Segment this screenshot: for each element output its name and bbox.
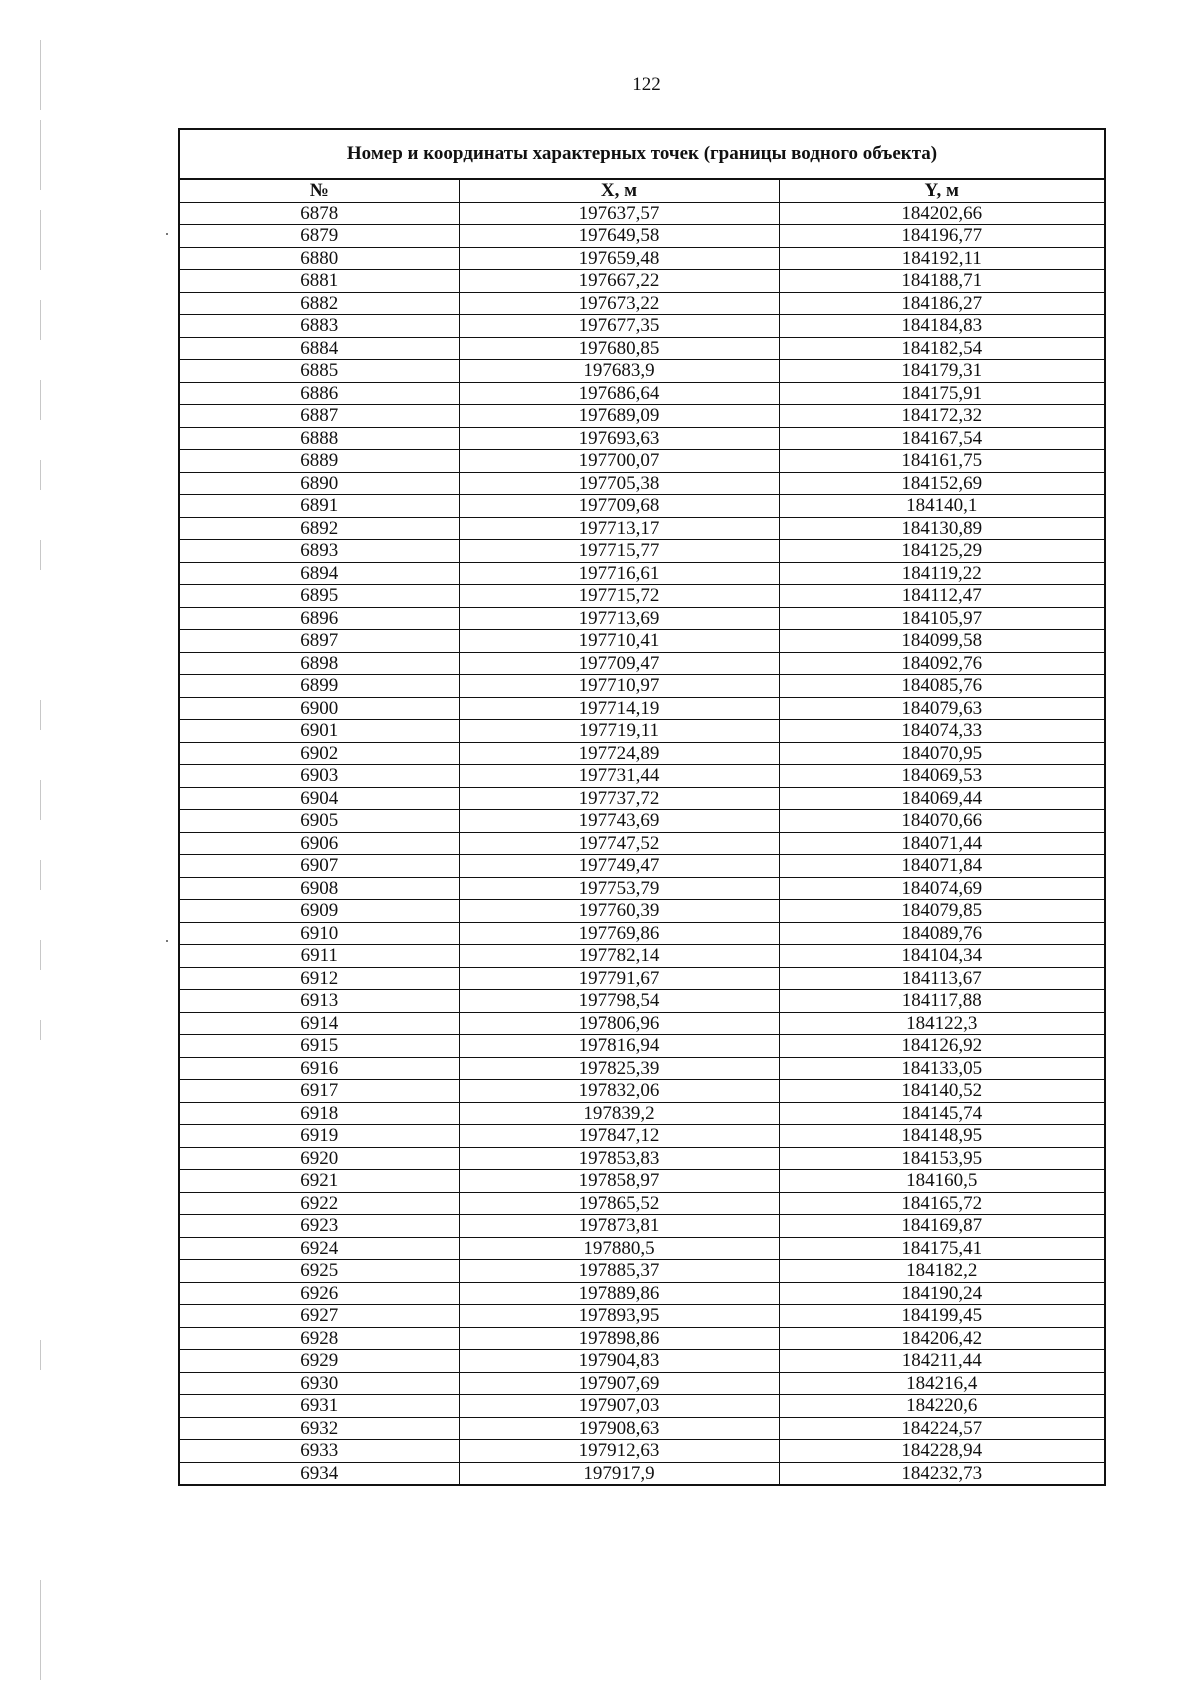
table-row — [179, 877, 1105, 900]
cell-number: 6934 — [179, 1462, 459, 1485]
cell-y: 184232,73 — [779, 1462, 1105, 1485]
cell-y: 184161,75 — [779, 450, 1105, 473]
cell-y: 184117,88 — [779, 990, 1105, 1013]
cell-y: 184092,76 — [779, 652, 1105, 675]
table-row — [179, 1147, 1105, 1170]
cell-number: 6926 — [179, 1282, 459, 1305]
cell-number: 6882 — [179, 292, 459, 315]
cell-number: 6929 — [179, 1350, 459, 1373]
cell-y: 184089,76 — [779, 922, 1105, 945]
cell-x: 197885,37 — [459, 1260, 779, 1283]
table-row — [179, 1417, 1105, 1440]
cell-x: 197659,48 — [459, 247, 779, 270]
table-row — [179, 742, 1105, 765]
cell-number: 6915 — [179, 1035, 459, 1058]
coordinates-table — [178, 128, 1106, 1486]
scan-artifact-line — [40, 300, 41, 340]
cell-x: 197769,86 — [459, 922, 779, 945]
table-row — [179, 832, 1105, 855]
cell-number: 6932 — [179, 1417, 459, 1440]
cell-y: 184074,69 — [779, 877, 1105, 900]
cell-number: 6880 — [179, 247, 459, 270]
cell-y: 184228,94 — [779, 1440, 1105, 1463]
cell-x: 197667,22 — [459, 270, 779, 293]
table-row — [179, 787, 1105, 810]
cell-number: 6897 — [179, 630, 459, 653]
table-row — [179, 540, 1105, 563]
cell-x: 197714,19 — [459, 697, 779, 720]
cell-x: 197700,07 — [459, 450, 779, 473]
cell-number: 6878 — [179, 202, 459, 225]
cell-y: 184099,58 — [779, 630, 1105, 653]
table-row — [179, 1327, 1105, 1350]
cell-x: 197715,72 — [459, 585, 779, 608]
scan-artifact-line — [40, 1020, 41, 1040]
cell-number: 6905 — [179, 810, 459, 833]
cell-y: 184179,31 — [779, 360, 1105, 383]
table-row — [179, 1372, 1105, 1395]
cell-y: 184140,1 — [779, 495, 1105, 518]
cell-number: 6916 — [179, 1057, 459, 1080]
cell-y: 184165,72 — [779, 1192, 1105, 1215]
cell-x: 197743,69 — [459, 810, 779, 833]
table-row — [179, 517, 1105, 540]
table-caption: Номер и координаты характерных точек (границы водного объекта) — [179, 129, 1105, 179]
cell-number: 6925 — [179, 1260, 459, 1283]
table-row — [179, 697, 1105, 720]
cell-number: 6918 — [179, 1102, 459, 1125]
table-row — [179, 292, 1105, 315]
cell-y: 184122,3 — [779, 1012, 1105, 1035]
cell-x: 197873,81 — [459, 1215, 779, 1238]
table-row — [179, 472, 1105, 495]
cell-number: 6890 — [179, 472, 459, 495]
cell-x: 197880,5 — [459, 1237, 779, 1260]
cell-x: 197713,17 — [459, 517, 779, 540]
cell-y: 184105,97 — [779, 607, 1105, 630]
cell-x: 197719,11 — [459, 720, 779, 743]
cell-y: 184070,66 — [779, 810, 1105, 833]
cell-y: 184112,47 — [779, 585, 1105, 608]
cell-x: 197713,69 — [459, 607, 779, 630]
cell-number: 6888 — [179, 427, 459, 450]
cell-x: 197709,47 — [459, 652, 779, 675]
scan-speck — [166, 940, 168, 942]
cell-number: 6896 — [179, 607, 459, 630]
cell-x: 197782,14 — [459, 945, 779, 968]
cell-number: 6917 — [179, 1080, 459, 1103]
cell-number: 6900 — [179, 697, 459, 720]
table-row — [179, 270, 1105, 293]
cell-number: 6889 — [179, 450, 459, 473]
table-row — [179, 1395, 1105, 1418]
cell-x: 197705,38 — [459, 472, 779, 495]
cell-x: 197825,39 — [459, 1057, 779, 1080]
cell-y: 184145,74 — [779, 1102, 1105, 1125]
column-header-y: Y, м — [779, 179, 1105, 202]
table-row — [179, 1215, 1105, 1238]
table-row — [179, 315, 1105, 338]
cell-y: 184133,05 — [779, 1057, 1105, 1080]
cell-y: 184071,84 — [779, 855, 1105, 878]
table-row — [179, 1440, 1105, 1463]
table-row — [179, 1462, 1105, 1485]
cell-y: 184169,87 — [779, 1215, 1105, 1238]
cell-y: 184125,29 — [779, 540, 1105, 563]
cell-number: 6895 — [179, 585, 459, 608]
cell-number: 6923 — [179, 1215, 459, 1238]
table-row — [179, 945, 1105, 968]
table-row — [179, 225, 1105, 248]
cell-number: 6893 — [179, 540, 459, 563]
table-row — [179, 1035, 1105, 1058]
cell-x: 197847,12 — [459, 1125, 779, 1148]
cell-y: 184192,11 — [779, 247, 1105, 270]
cell-number: 6887 — [179, 405, 459, 428]
cell-number: 6892 — [179, 517, 459, 540]
table-row — [179, 630, 1105, 653]
column-header-x: X, м — [459, 179, 779, 202]
cell-x: 197907,69 — [459, 1372, 779, 1395]
cell-y: 184069,44 — [779, 787, 1105, 810]
cell-number: 6930 — [179, 1372, 459, 1395]
cell-x: 197753,79 — [459, 877, 779, 900]
cell-number: 6881 — [179, 270, 459, 293]
cell-number: 6899 — [179, 675, 459, 698]
table-row — [179, 337, 1105, 360]
table-row — [179, 1170, 1105, 1193]
cell-y: 184188,71 — [779, 270, 1105, 293]
cell-x: 197858,97 — [459, 1170, 779, 1193]
page-number: 122 — [632, 74, 661, 95]
cell-x: 197893,95 — [459, 1305, 779, 1328]
cell-x: 197709,68 — [459, 495, 779, 518]
cell-number: 6927 — [179, 1305, 459, 1328]
cell-y: 184175,41 — [779, 1237, 1105, 1260]
column-header-number: № — [179, 179, 459, 202]
cell-x: 197912,63 — [459, 1440, 779, 1463]
cell-y: 184119,22 — [779, 562, 1105, 585]
scan-artifact-line — [40, 210, 41, 270]
cell-number: 6884 — [179, 337, 459, 360]
table-row — [179, 1080, 1105, 1103]
table-row — [179, 675, 1105, 698]
table-row — [179, 405, 1105, 428]
scan-speck — [166, 233, 168, 235]
cell-x: 197749,47 — [459, 855, 779, 878]
cell-number: 6904 — [179, 787, 459, 810]
table-row — [179, 652, 1105, 675]
table-row — [179, 900, 1105, 923]
table-row — [179, 585, 1105, 608]
cell-x: 197832,06 — [459, 1080, 779, 1103]
cell-x: 197710,41 — [459, 630, 779, 653]
cell-x: 197637,57 — [459, 202, 779, 225]
cell-y: 184126,92 — [779, 1035, 1105, 1058]
table-row — [179, 922, 1105, 945]
cell-x: 197839,2 — [459, 1102, 779, 1125]
table-row — [179, 1237, 1105, 1260]
cell-x: 197816,94 — [459, 1035, 779, 1058]
cell-number: 6886 — [179, 382, 459, 405]
cell-x: 197680,85 — [459, 337, 779, 360]
cell-number: 6919 — [179, 1125, 459, 1148]
table-row — [179, 990, 1105, 1013]
cell-y: 184070,95 — [779, 742, 1105, 765]
scan-artifact-line — [40, 380, 41, 420]
cell-y: 184190,24 — [779, 1282, 1105, 1305]
cell-x: 197917,9 — [459, 1462, 779, 1485]
cell-number: 6906 — [179, 832, 459, 855]
cell-x: 197898,86 — [459, 1327, 779, 1350]
cell-number: 6903 — [179, 765, 459, 788]
cell-number: 6931 — [179, 1395, 459, 1418]
cell-y: 184153,95 — [779, 1147, 1105, 1170]
table-row — [179, 495, 1105, 518]
cell-x: 197737,72 — [459, 787, 779, 810]
cell-y: 184152,69 — [779, 472, 1105, 495]
coordinates-table-container — [178, 128, 1104, 1486]
cell-x: 197693,63 — [459, 427, 779, 450]
table-row — [179, 202, 1105, 225]
cell-number: 6921 — [179, 1170, 459, 1193]
cell-x: 197747,52 — [459, 832, 779, 855]
cell-x: 197649,58 — [459, 225, 779, 248]
cell-x: 197853,83 — [459, 1147, 779, 1170]
scan-artifact-line — [40, 1580, 41, 1680]
cell-x: 197908,63 — [459, 1417, 779, 1440]
cell-number: 6902 — [179, 742, 459, 765]
scan-artifact-line — [40, 860, 41, 890]
table-header-row — [179, 179, 1105, 202]
cell-x: 197683,9 — [459, 360, 779, 383]
cell-y: 184172,32 — [779, 405, 1105, 428]
table-row — [179, 1260, 1105, 1283]
table-row — [179, 607, 1105, 630]
cell-y: 184216,4 — [779, 1372, 1105, 1395]
cell-x: 197889,86 — [459, 1282, 779, 1305]
table-row — [179, 1057, 1105, 1080]
cell-y: 184206,42 — [779, 1327, 1105, 1350]
cell-number: 6914 — [179, 1012, 459, 1035]
table-row — [179, 1102, 1105, 1125]
table-row — [179, 1125, 1105, 1148]
cell-x: 197791,67 — [459, 967, 779, 990]
cell-y: 184085,76 — [779, 675, 1105, 698]
cell-x: 197760,39 — [459, 900, 779, 923]
cell-y: 184130,89 — [779, 517, 1105, 540]
cell-number: 6891 — [179, 495, 459, 518]
scan-artifact-line — [40, 1340, 41, 1370]
cell-number: 6912 — [179, 967, 459, 990]
table-row — [179, 1305, 1105, 1328]
cell-y: 184148,95 — [779, 1125, 1105, 1148]
table-row — [179, 360, 1105, 383]
cell-x: 197677,35 — [459, 315, 779, 338]
cell-number: 6920 — [179, 1147, 459, 1170]
cell-y: 184184,83 — [779, 315, 1105, 338]
table-row — [179, 720, 1105, 743]
cell-y: 184113,67 — [779, 967, 1105, 990]
table-row — [179, 427, 1105, 450]
table-row — [179, 382, 1105, 405]
cell-y: 184069,53 — [779, 765, 1105, 788]
cell-number: 6911 — [179, 945, 459, 968]
scan-artifact-line — [40, 780, 41, 820]
cell-y: 184071,44 — [779, 832, 1105, 855]
cell-y: 184182,2 — [779, 1260, 1105, 1283]
cell-number: 6909 — [179, 900, 459, 923]
cell-x: 197724,89 — [459, 742, 779, 765]
cell-y: 184074,33 — [779, 720, 1105, 743]
cell-number: 6894 — [179, 562, 459, 585]
cell-x: 197904,83 — [459, 1350, 779, 1373]
cell-number: 6928 — [179, 1327, 459, 1350]
cell-y: 184175,91 — [779, 382, 1105, 405]
table-row — [179, 810, 1105, 833]
cell-y: 184186,27 — [779, 292, 1105, 315]
cell-x: 197689,09 — [459, 405, 779, 428]
cell-x: 197673,22 — [459, 292, 779, 315]
cell-y: 184220,6 — [779, 1395, 1105, 1418]
table-row — [179, 247, 1105, 270]
cell-x: 197798,54 — [459, 990, 779, 1013]
cell-x: 197865,52 — [459, 1192, 779, 1215]
scan-artifact-line — [40, 940, 41, 970]
cell-number: 6910 — [179, 922, 459, 945]
cell-y: 184211,44 — [779, 1350, 1105, 1373]
cell-x: 197710,97 — [459, 675, 779, 698]
table-row — [179, 1282, 1105, 1305]
cell-y: 184224,57 — [779, 1417, 1105, 1440]
table-row — [179, 562, 1105, 585]
cell-x: 197907,03 — [459, 1395, 779, 1418]
cell-y: 184199,45 — [779, 1305, 1105, 1328]
cell-y: 184079,85 — [779, 900, 1105, 923]
cell-x: 197686,64 — [459, 382, 779, 405]
table-row — [179, 1192, 1105, 1215]
cell-number: 6885 — [179, 360, 459, 383]
cell-y: 184182,54 — [779, 337, 1105, 360]
cell-y: 184167,54 — [779, 427, 1105, 450]
cell-y: 184160,5 — [779, 1170, 1105, 1193]
table-row — [179, 855, 1105, 878]
cell-number: 6879 — [179, 225, 459, 248]
cell-number: 6922 — [179, 1192, 459, 1215]
cell-number: 6898 — [179, 652, 459, 675]
table-row — [179, 1350, 1105, 1373]
cell-number: 6907 — [179, 855, 459, 878]
cell-y: 184202,66 — [779, 202, 1105, 225]
scan-artifact-line — [40, 700, 41, 730]
cell-number: 6883 — [179, 315, 459, 338]
cell-number: 6901 — [179, 720, 459, 743]
cell-y: 184079,63 — [779, 697, 1105, 720]
cell-number: 6908 — [179, 877, 459, 900]
scan-artifact-line — [40, 120, 41, 190]
cell-y: 184104,34 — [779, 945, 1105, 968]
cell-number: 6913 — [179, 990, 459, 1013]
cell-x: 197716,61 — [459, 562, 779, 585]
table-row — [179, 765, 1105, 788]
cell-number: 6933 — [179, 1440, 459, 1463]
cell-x: 197715,77 — [459, 540, 779, 563]
cell-y: 184140,52 — [779, 1080, 1105, 1103]
table-row — [179, 967, 1105, 990]
cell-x: 197806,96 — [459, 1012, 779, 1035]
cell-x: 197731,44 — [459, 765, 779, 788]
table-body — [179, 202, 1105, 1485]
scan-artifact-line — [40, 540, 41, 570]
cell-y: 184196,77 — [779, 225, 1105, 248]
table-row — [179, 450, 1105, 473]
cell-number: 6924 — [179, 1237, 459, 1260]
table-row — [179, 1012, 1105, 1035]
scan-artifact-line — [40, 460, 41, 490]
